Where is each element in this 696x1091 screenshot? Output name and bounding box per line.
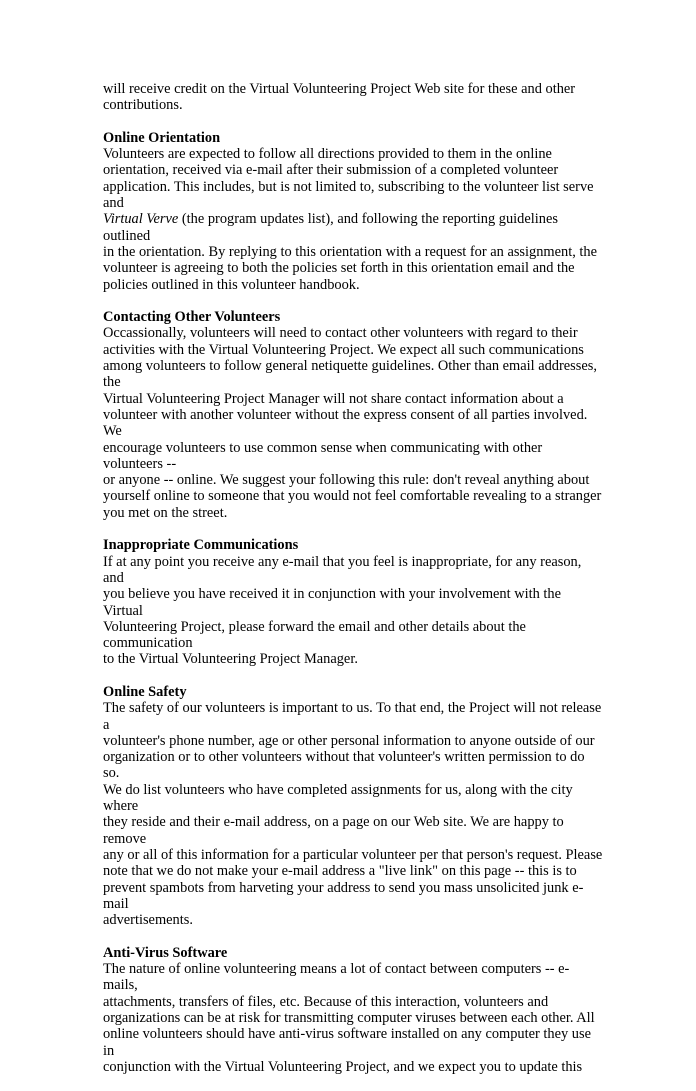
section-heading: Contacting Other Volunteers bbox=[103, 309, 281, 326]
intro-paragraph: will receive credit on the Virtual Volunteering Project Web site for these and other contributions. bbox=[103, 81, 576, 114]
section-body: If at any point you receive any e-mail that you feel is inappropriate, for any reason, and you believe you have received it in conjunction with your involvement with the Virtual Volunteering Project, please forward the email and other details about the communication to the Virtual Volunteering Project Manager. bbox=[103, 553, 582, 668]
body-text-part: Volunteers are expected to follow all directions provided to them in the online orientation, received via e-mail after their submission of a completed volunteer application. This includes, but is not limited to, subscribing to the volunteer list serve and bbox=[103, 146, 594, 212]
section-body: The safety of our volunteers is important to us. To that end, the Project will not release a volunteer's phone number, age or other personal information to anyone outside of our organization or to other volunteers without that volunteer's written permission to do so. We do list volunteers who have completed assignments for us, along with the city where they reside and their e-mail address, on a page on our Web site. We are happy to remove any or all of this information for a particular volunteer per that person's request. Please note that we do not make your e-mail address a "live link" on this page -- this is to prevent spambots from harveting your address to send you mass unsolicited junk e-mail advertisements. bbox=[103, 700, 603, 929]
section-heading: Online Orientation bbox=[103, 129, 221, 146]
body-text-part: (the program updates list), and following the reporting guidelines outlined in the orientation. By replying to this orientation with a request for an assignment, the volunteer is agreeing to both the policies set forth in this orientation email and the policies outlined in this volunteer handbook. bbox=[103, 211, 597, 293]
section-contacting-other-volunteers bbox=[103, 309, 603, 521]
section-online-safety bbox=[103, 684, 603, 928]
document-page bbox=[103, 81, 603, 1091]
section-heading: Online Safety bbox=[103, 683, 187, 700]
section-inappropriate-communications bbox=[103, 537, 603, 667]
section-body: Occassionally, volunteers will need to contact other volunteers with regard to their activities with the Virtual Volunteering Project. We expect all such communications among volunteers to follow general netiquette guidelines. Other than email addresses, the Virtual Volunteering Project Manager will not share contact information about a volunteer with another volunteer without the express consent of all parties involved. We encourage volunteers to use common sense when communicating with other volunteers -- or anyone -- online. We suggest your following this rule: don't reveal anything about yourself online to someone that you would not feel comfortable revealing to a stranger you met on the street. bbox=[103, 325, 602, 521]
section-heading: Inappropriate Communications bbox=[103, 537, 299, 554]
italic-title: Virtual Verve bbox=[103, 211, 179, 228]
section-heading: Anti-Virus Software bbox=[103, 944, 228, 961]
section-body: The nature of online volunteering means a lot of contact between computers -- e-mails, attachments, transfers of files, etc. Because of this interaction, volunteers and organizations can be at risk for transmitting computer viruses between each other. All online volunteers should have anti-virus software installed on any computer they use in conjunction with the Virtual Volunteering Project, and we expect you to update this bbox=[103, 961, 595, 1075]
section-body bbox=[103, 146, 603, 293]
section-online-orientation bbox=[103, 130, 603, 293]
section-anti-virus-software bbox=[103, 945, 603, 1075]
